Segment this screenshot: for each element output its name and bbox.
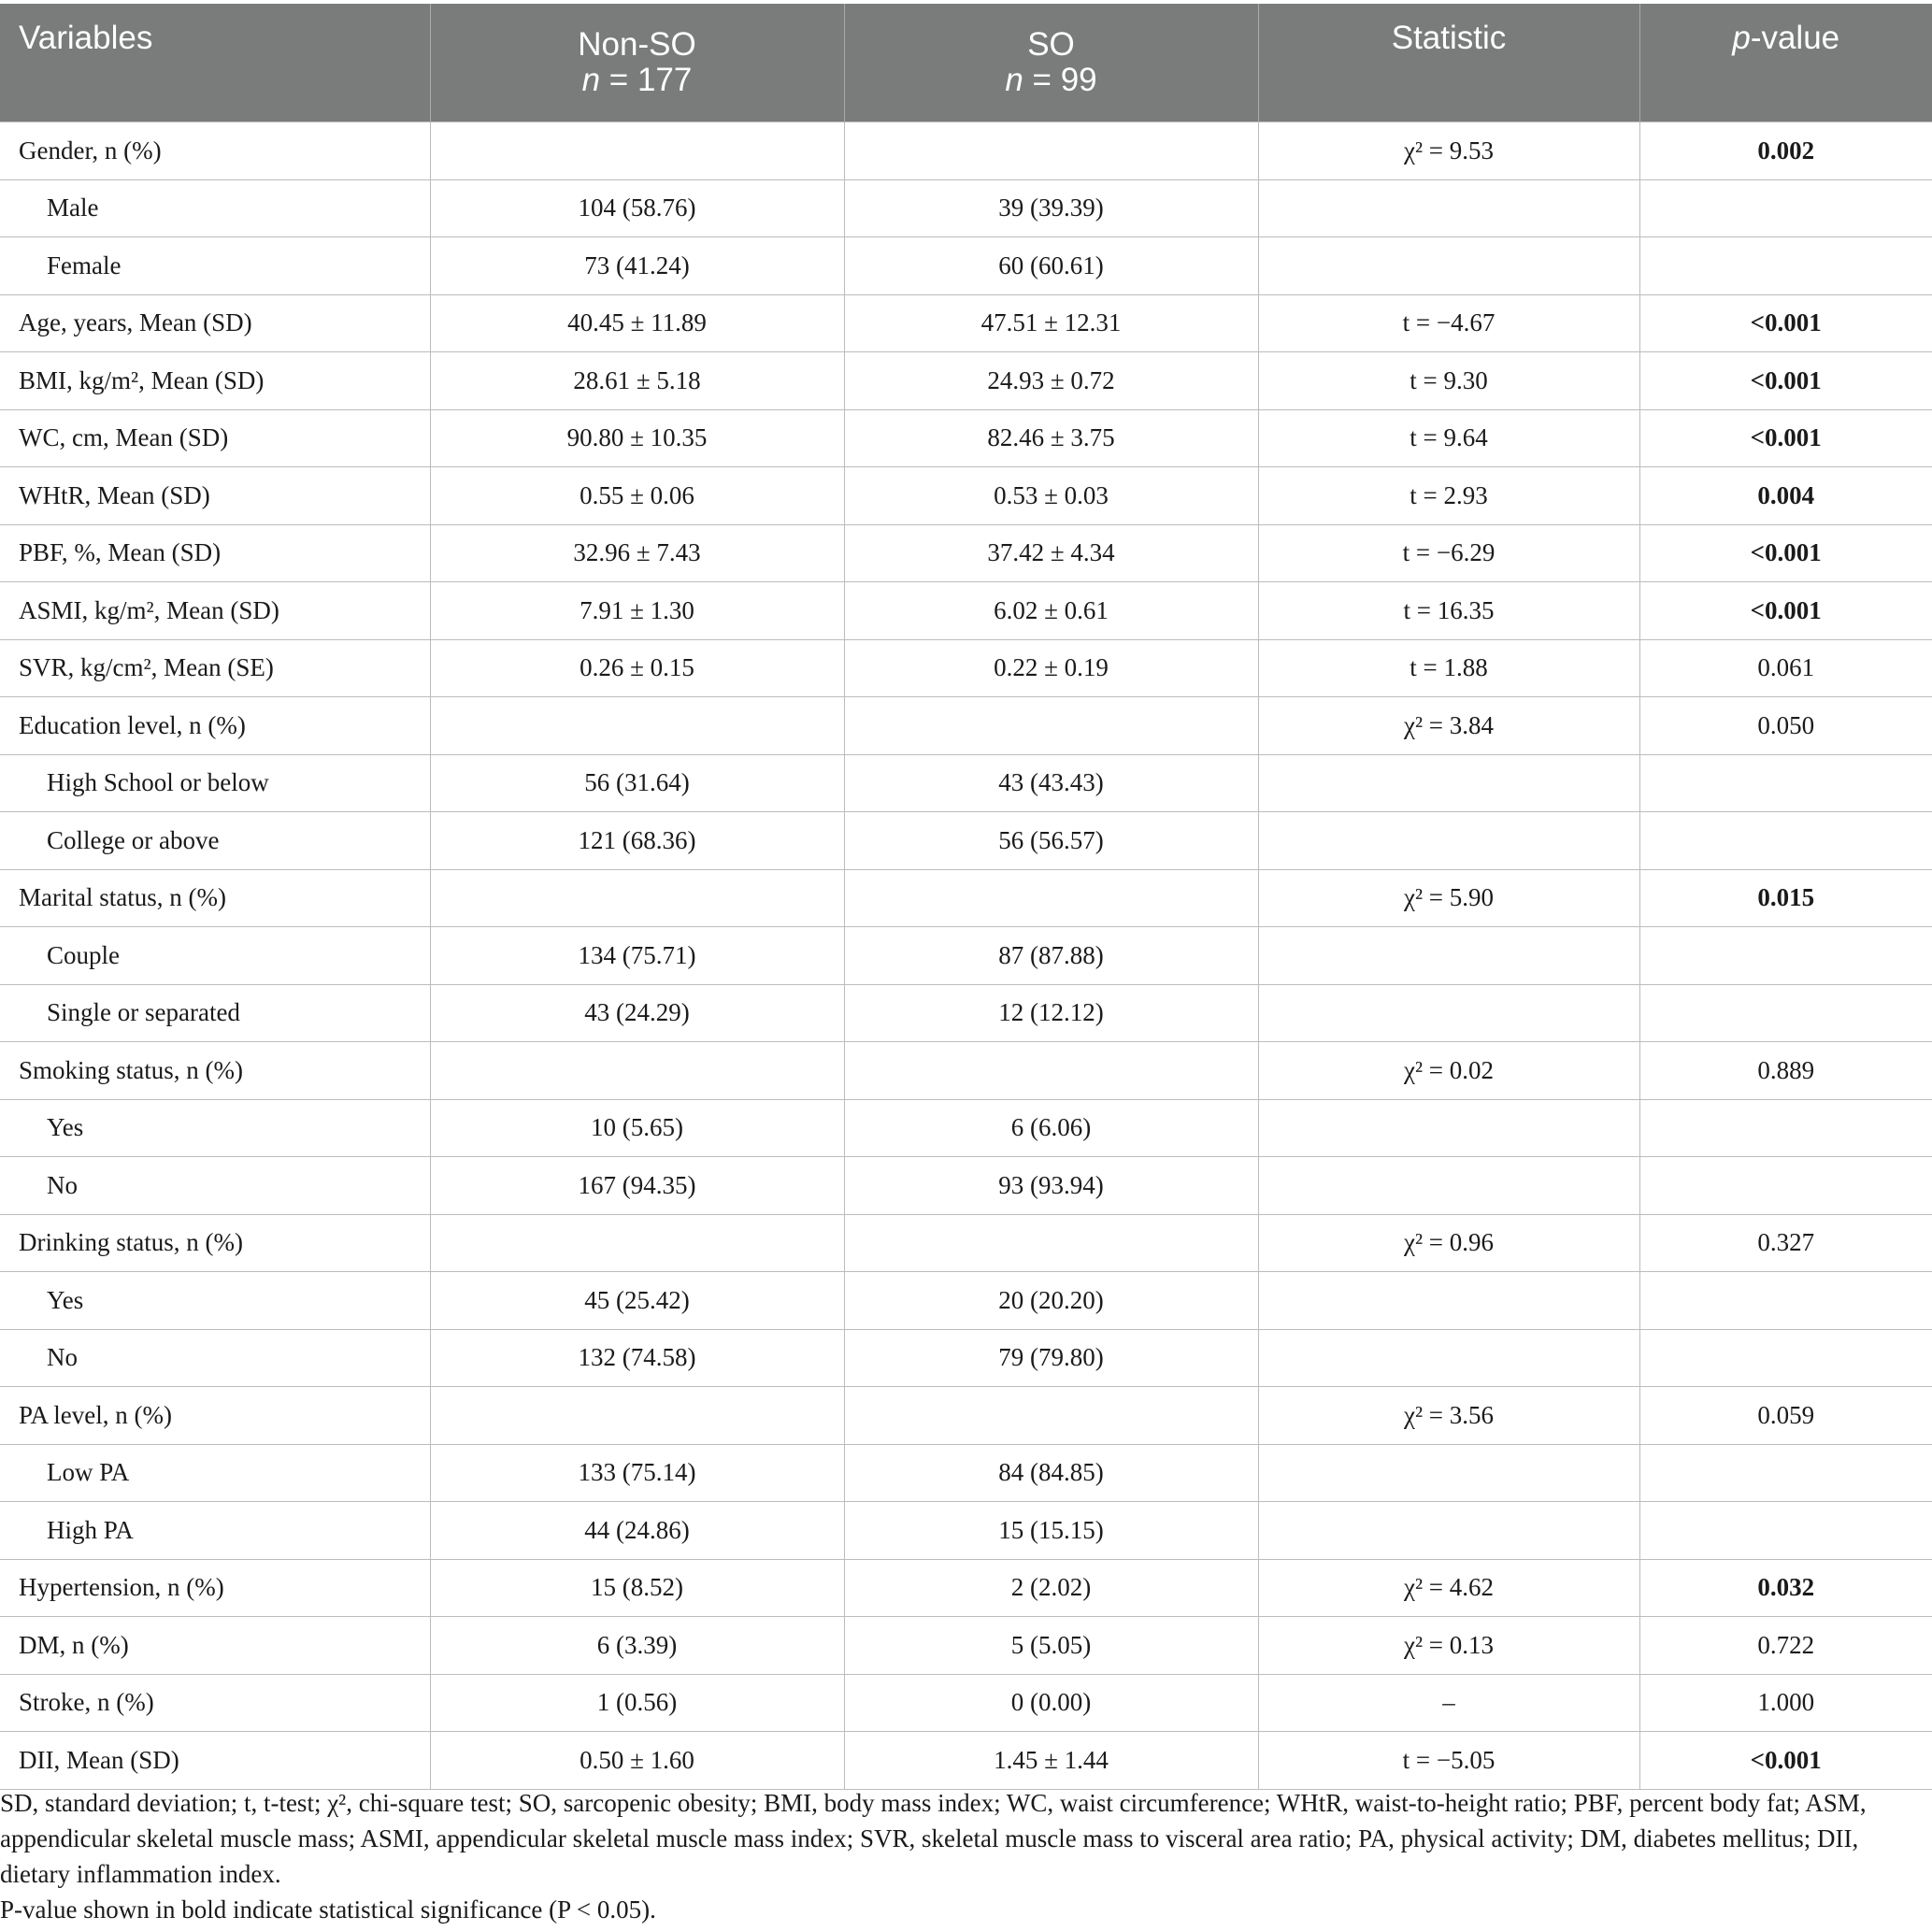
- cell-variable: No: [0, 1329, 430, 1387]
- header-so-n-symbol: n: [1005, 62, 1023, 98]
- cell-statistic: [1258, 927, 1639, 985]
- cell-p-value: <0.001: [1639, 352, 1932, 410]
- cell-non-so: 43 (24.29): [430, 984, 844, 1042]
- cell-statistic: [1258, 1157, 1639, 1215]
- cell-so: 84 (84.85): [844, 1444, 1258, 1502]
- header-non-so-n-symbol: n: [581, 62, 601, 98]
- cell-statistic: χ² = 9.53: [1258, 122, 1639, 180]
- cell-statistic: [1258, 754, 1639, 812]
- cell-p-value: [1639, 754, 1932, 812]
- cell-non-so: 90.80 ± 10.35: [430, 409, 844, 467]
- cell-non-so: 28.61 ± 5.18: [430, 352, 844, 410]
- cell-statistic: t = 9.30: [1258, 352, 1639, 410]
- cell-statistic: [1258, 1329, 1639, 1387]
- header-statistic: [1258, 4, 1639, 122]
- cell-p-value: 0.061: [1639, 639, 1932, 697]
- table-row: [0, 294, 1932, 352]
- cell-so: 5 (5.05): [844, 1617, 1258, 1675]
- header-p-symbol: p: [1732, 20, 1751, 56]
- cell-p-value: [1639, 1502, 1932, 1560]
- cell-so: 82.46 ± 3.75: [844, 409, 1258, 467]
- cell-p-value: [1639, 812, 1932, 870]
- cell-p-value: [1639, 1099, 1932, 1157]
- cell-p-value: <0.001: [1639, 294, 1932, 352]
- cell-so: 12 (12.12): [844, 984, 1258, 1042]
- cell-so: 20 (20.20): [844, 1272, 1258, 1330]
- footnote-abbreviations: SD, standard deviation; t, t-test; χ², chi-square test; SO, sarcopenic obesity; BMI, body mass index; WC, waist circumference; WHtR, waist-to-height ratio; PBF, percent body fat; ASM, appendicular skeletal muscle mass; ASMI, appendicular skeletal muscle mass index; SVR, skeletal muscle mass to visceral area ratio; PA, physical activity; DM, diabetes mellitus; DII, dietary inflammation index.: [0, 1789, 1867, 1888]
- cell-statistic: [1258, 984, 1639, 1042]
- table-row: [0, 1617, 1932, 1675]
- header-so: [844, 4, 1258, 122]
- cell-non-so: [430, 122, 844, 180]
- table-row: [0, 1157, 1932, 1215]
- cell-non-so: 45 (25.42): [430, 1272, 844, 1330]
- header-variables: Variables: [0, 4, 430, 122]
- cell-so: [844, 1042, 1258, 1100]
- cell-statistic: [1258, 1272, 1639, 1330]
- cell-p-value: 0.722: [1639, 1617, 1932, 1675]
- table-row: [0, 812, 1932, 870]
- cell-variable: SVR, kg/cm², Mean (SE): [0, 639, 430, 697]
- cell-non-so: 0.26 ± 0.15: [430, 639, 844, 697]
- footnote-significance: P-value shown in bold indicate statistical significance (P < 0.05).: [0, 1895, 656, 1924]
- cell-statistic: [1258, 812, 1639, 870]
- cell-variable: Drinking status, n (%): [0, 1214, 430, 1272]
- cell-variable: College or above: [0, 812, 430, 870]
- baseline-characteristics-table: [0, 4, 1932, 1790]
- cell-non-so: 73 (41.24): [430, 237, 844, 295]
- cell-non-so: 132 (74.58): [430, 1329, 844, 1387]
- table-row: [0, 179, 1932, 237]
- cell-variable: Marital status, n (%): [0, 869, 430, 927]
- table-row: [0, 1214, 1932, 1272]
- cell-so: 0.22 ± 0.19: [844, 639, 1258, 697]
- cell-variable: Education level, n (%): [0, 697, 430, 755]
- cell-variable: High School or below: [0, 754, 430, 812]
- cell-non-so: 44 (24.86): [430, 1502, 844, 1560]
- table-row: [0, 754, 1932, 812]
- table-row: [0, 927, 1932, 985]
- table-row: [0, 1272, 1932, 1330]
- cell-statistic: χ² = 0.13: [1258, 1617, 1639, 1675]
- cell-non-so: 6 (3.39): [430, 1617, 844, 1675]
- table-row: [0, 984, 1932, 1042]
- table-row: [0, 582, 1932, 640]
- header-p-value: [1639, 4, 1932, 122]
- cell-non-so: 167 (94.35): [430, 1157, 844, 1215]
- table-row: [0, 1559, 1932, 1617]
- cell-p-value: 0.050: [1639, 697, 1932, 755]
- cell-so: 56 (56.57): [844, 812, 1258, 870]
- cell-p-value: [1639, 1444, 1932, 1502]
- cell-so: [844, 122, 1258, 180]
- header-non-so: [430, 4, 844, 122]
- cell-statistic: χ² = 0.02: [1258, 1042, 1639, 1100]
- cell-so: 37.42 ± 4.34: [844, 524, 1258, 582]
- cell-non-so: 56 (31.64): [430, 754, 844, 812]
- cell-p-value: <0.001: [1639, 524, 1932, 582]
- cell-p-value: [1639, 179, 1932, 237]
- cell-so: [844, 869, 1258, 927]
- table-row: [0, 237, 1932, 295]
- cell-p-value: [1639, 1329, 1932, 1387]
- cell-variable: Single or separated: [0, 984, 430, 1042]
- header-statistic-label: Statistic: [1391, 20, 1507, 56]
- cell-p-value: [1639, 984, 1932, 1042]
- table-header: [0, 4, 1932, 122]
- cell-p-value: 1.000: [1639, 1674, 1932, 1732]
- cell-p-value: <0.001: [1639, 409, 1932, 467]
- cell-statistic: [1258, 1502, 1639, 1560]
- table-row: [0, 409, 1932, 467]
- cell-variable: ASMI, kg/m², Mean (SD): [0, 582, 430, 640]
- table-body: [0, 122, 1932, 1790]
- cell-non-so: [430, 1387, 844, 1445]
- cell-so: [844, 697, 1258, 755]
- cell-statistic: t = 16.35: [1258, 582, 1639, 640]
- cell-non-so: 15 (8.52): [430, 1559, 844, 1617]
- cell-so: 87 (87.88): [844, 927, 1258, 985]
- table-row: [0, 869, 1932, 927]
- cell-non-so: 10 (5.65): [430, 1099, 844, 1157]
- header-so-label: SO: [1027, 26, 1075, 63]
- cell-p-value: [1639, 1157, 1932, 1215]
- cell-statistic: [1258, 237, 1639, 295]
- cell-non-so: [430, 1214, 844, 1272]
- cell-non-so: 121 (68.36): [430, 812, 844, 870]
- cell-variable: No: [0, 1157, 430, 1215]
- cell-so: [844, 1387, 1258, 1445]
- table-row: [0, 1502, 1932, 1560]
- cell-statistic: t = 2.93: [1258, 467, 1639, 525]
- cell-statistic: χ² = 3.84: [1258, 697, 1639, 755]
- table-row: [0, 352, 1932, 410]
- table-row: [0, 1444, 1932, 1502]
- cell-so: 2 (2.02): [844, 1559, 1258, 1617]
- cell-non-so: 104 (58.76): [430, 179, 844, 237]
- cell-statistic: t = −6.29: [1258, 524, 1639, 582]
- cell-p-value: [1639, 237, 1932, 295]
- cell-variable: Gender, n (%): [0, 122, 430, 180]
- cell-non-so: 1 (0.56): [430, 1674, 844, 1732]
- cell-non-so: 7.91 ± 1.30: [430, 582, 844, 640]
- cell-statistic: t = 1.88: [1258, 639, 1639, 697]
- cell-variable: WHtR, Mean (SD): [0, 467, 430, 525]
- table-row: [0, 122, 1932, 180]
- cell-so: 0 (0.00): [844, 1674, 1258, 1732]
- table-row: [0, 639, 1932, 697]
- cell-so: 24.93 ± 0.72: [844, 352, 1258, 410]
- header-p-suffix: -value: [1750, 20, 1840, 56]
- cell-variable: WC, cm, Mean (SD): [0, 409, 430, 467]
- table-row: [0, 1099, 1932, 1157]
- cell-variable: Male: [0, 179, 430, 237]
- cell-statistic: χ² = 0.96: [1258, 1214, 1639, 1272]
- cell-p-value: <0.001: [1639, 582, 1932, 640]
- cell-non-so: [430, 697, 844, 755]
- cell-non-so: 40.45 ± 11.89: [430, 294, 844, 352]
- cell-non-so: 32.96 ± 7.43: [430, 524, 844, 582]
- cell-statistic: χ² = 5.90: [1258, 869, 1639, 927]
- cell-non-so: [430, 869, 844, 927]
- table-row: [0, 697, 1932, 755]
- cell-p-value: 0.015: [1639, 869, 1932, 927]
- cell-so: 39 (39.39): [844, 179, 1258, 237]
- cell-variable: Hypertension, n (%): [0, 1559, 430, 1617]
- cell-so: 60 (60.61): [844, 237, 1258, 295]
- cell-non-so: 0.55 ± 0.06: [430, 467, 844, 525]
- header-row: [0, 4, 1932, 122]
- table-row: [0, 1732, 1932, 1790]
- cell-variable: BMI, kg/m², Mean (SD): [0, 352, 430, 410]
- cell-so: 15 (15.15): [844, 1502, 1258, 1560]
- cell-variable: DM, n (%): [0, 1617, 430, 1675]
- table-row: [0, 524, 1932, 582]
- cell-p-value: 0.002: [1639, 122, 1932, 180]
- table-row: [0, 1042, 1932, 1100]
- header-non-so-n-value: = 177: [600, 62, 693, 98]
- cell-non-so: [430, 1042, 844, 1100]
- cell-so: 6 (6.06): [844, 1099, 1258, 1157]
- cell-so: 43 (43.43): [844, 754, 1258, 812]
- cell-so: 79 (79.80): [844, 1329, 1258, 1387]
- table-row: [0, 1674, 1932, 1732]
- cell-statistic: [1258, 179, 1639, 237]
- table-footnotes: [0, 1785, 1916, 1927]
- cell-statistic: [1258, 1099, 1639, 1157]
- cell-variable: Stroke, n (%): [0, 1674, 430, 1732]
- cell-variable: Couple: [0, 927, 430, 985]
- table-row: [0, 1387, 1932, 1445]
- cell-statistic: χ² = 3.56: [1258, 1387, 1639, 1445]
- cell-p-value: 0.004: [1639, 467, 1932, 525]
- cell-non-so: 133 (75.14): [430, 1444, 844, 1502]
- cell-variable: PBF, %, Mean (SD): [0, 524, 430, 582]
- cell-variable: Smoking status, n (%): [0, 1042, 430, 1100]
- cell-so: 47.51 ± 12.31: [844, 294, 1258, 352]
- cell-so: 6.02 ± 0.61: [844, 582, 1258, 640]
- cell-p-value: 0.059: [1639, 1387, 1932, 1445]
- cell-variable: Female: [0, 237, 430, 295]
- cell-p-value: [1639, 927, 1932, 985]
- cell-statistic: –: [1258, 1674, 1639, 1732]
- cell-p-value: <0.001: [1639, 1732, 1932, 1790]
- cell-so: 1.45 ± 1.44: [844, 1732, 1258, 1790]
- cell-statistic: t = −4.67: [1258, 294, 1639, 352]
- cell-variable: PA level, n (%): [0, 1387, 430, 1445]
- cell-non-so: 134 (75.71): [430, 927, 844, 985]
- cell-so: [844, 1214, 1258, 1272]
- cell-non-so: 0.50 ± 1.60: [430, 1732, 844, 1790]
- cell-p-value: 0.032: [1639, 1559, 1932, 1617]
- cell-p-value: [1639, 1272, 1932, 1330]
- cell-so: 0.53 ± 0.03: [844, 467, 1258, 525]
- table-row: [0, 467, 1932, 525]
- header-so-n: [854, 63, 1249, 98]
- cell-variable: Yes: [0, 1099, 430, 1157]
- cell-so: 93 (93.94): [844, 1157, 1258, 1215]
- cell-statistic: χ² = 4.62: [1258, 1559, 1639, 1617]
- header-non-so-n: [440, 63, 835, 98]
- cell-variable: DII, Mean (SD): [0, 1732, 430, 1790]
- cell-variable: High PA: [0, 1502, 430, 1560]
- cell-statistic: t = 9.64: [1258, 409, 1639, 467]
- cell-variable: Yes: [0, 1272, 430, 1330]
- cell-p-value: 0.327: [1639, 1214, 1932, 1272]
- cell-statistic: t = −5.05: [1258, 1732, 1639, 1790]
- header-non-so-label: Non-SO: [578, 26, 696, 63]
- cell-p-value: 0.889: [1639, 1042, 1932, 1100]
- cell-variable: Age, years, Mean (SD): [0, 294, 430, 352]
- table-row: [0, 1329, 1932, 1387]
- cell-statistic: [1258, 1444, 1639, 1502]
- cell-variable: Low PA: [0, 1444, 430, 1502]
- header-so-n-value: = 99: [1023, 62, 1097, 98]
